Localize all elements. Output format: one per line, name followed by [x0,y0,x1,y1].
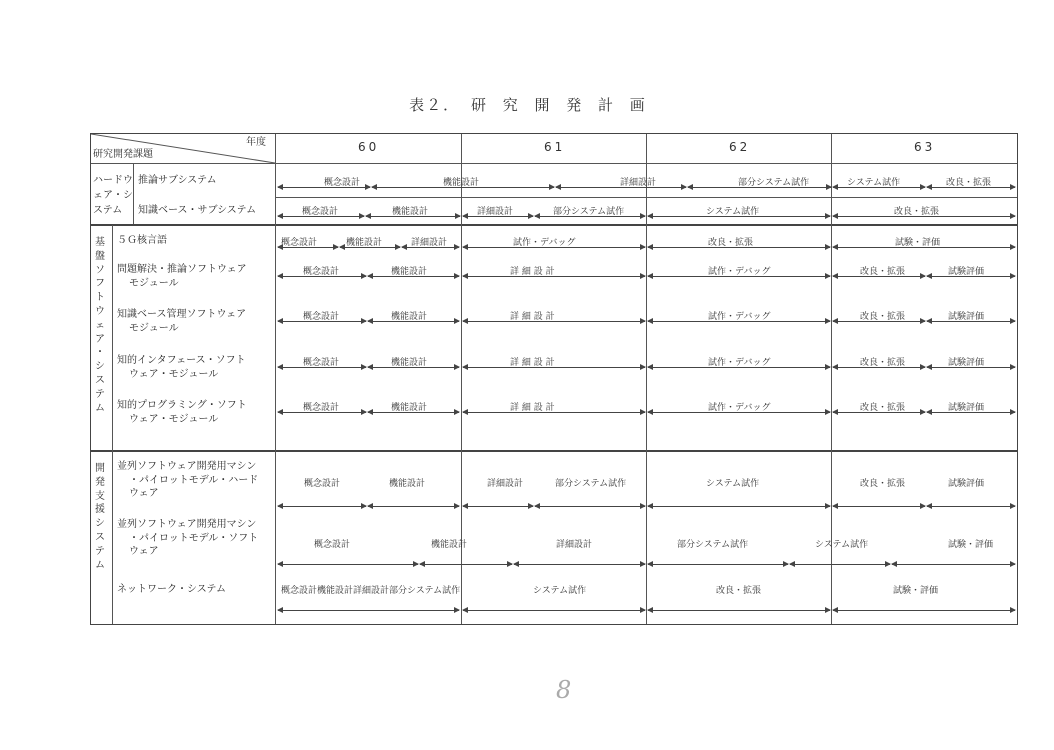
row-problem-solving: 問題解決・推論ソフトウェア モジュール [117,264,247,289]
phase-arrow [340,247,400,248]
row-pilot-software: 並列ソフトウェア開発用マシン ・パイロットモデル・ソフト ウェア [117,519,259,557]
phase-arrow [278,216,364,217]
col-divider-62 [646,134,647,624]
phase-label: 機能設計詳細設計部分システム試作 [317,586,461,596]
phase-arrow [463,412,645,413]
phase-label: 改良・拡張 [894,207,940,217]
row-intelligent-programming: 知的プログラミング・ソフト ウェア・モジュール [117,400,247,425]
phase-label: 改良・拡張 [860,403,906,413]
phase-label: 詳 細 設 計 [510,403,555,413]
phase-label: 試作・デバッグ [708,358,771,368]
phase-arrow [366,216,460,217]
dev-support-label: 開 発 支 援 シ ス テ ム [95,463,105,571]
phase-arrow [892,564,1015,565]
phase-arrow [833,321,925,322]
phase-label: 試験評価 [948,312,985,322]
phase-arrow [688,187,831,188]
phase-arrow [278,367,366,368]
phase-arrow [648,610,830,611]
phase-label: 詳細設計 [556,540,593,550]
phase-label: 試験評価 [948,267,985,277]
phase-arrow [833,216,1015,217]
row-knowledge-management: 知識ベース管理ソフトウェア モジュール [117,309,247,334]
phase-label: 概念設計 [303,267,340,277]
phase-label: 詳 細 設 計 [510,312,555,322]
phase-label: 部分システム試作 [553,207,625,217]
topic-label: 研究開発課題 [93,149,153,160]
row-network-system: ネットワーク・システム [117,584,226,595]
phase-arrow [368,367,459,368]
phase-arrow [420,564,512,565]
phase-arrow [372,187,554,188]
phase-label: 詳細設計 [477,207,514,217]
phase-arrow [368,276,459,277]
phase-arrow [927,187,1015,188]
phase-label: 概念設計 [281,238,318,248]
phase-arrow [648,367,830,368]
phase-label: 概念設計 [304,479,341,489]
phase-label: 部分システム試作 [555,479,627,489]
phase-arrow [368,506,459,507]
phase-arrow [648,321,830,322]
phase-arrow [927,367,1015,368]
phase-arrow [648,506,830,507]
phase-label: 機能設計 [346,238,383,248]
phase-label: 機能設計 [391,312,428,322]
phase-label: 改良・拡張 [860,479,906,489]
phase-arrow [927,506,1015,507]
phase-arrow [927,276,1015,277]
phase-arrow [463,276,645,277]
row-intelligent-interface: 知的インタフェース・ソフト ウェア・モジュール [117,355,246,380]
phase-arrow [833,506,925,507]
row-inference-subsystem: 推論サブシステム [138,175,217,186]
phase-label: 概念設計 [303,403,340,413]
phase-arrow [833,412,925,413]
phase-arrow [368,412,459,413]
phase-arrow [927,412,1015,413]
phase-label: 概念設計 [302,207,339,217]
phase-label: 試作・デバッグ [708,403,771,413]
phase-label: 改良・拡張 [946,178,992,188]
phase-label: 試験・評価 [893,586,939,596]
page-number: 8 [556,676,572,704]
phase-label: 機能設計 [391,403,428,413]
phase-arrow [278,247,338,248]
phase-label: 試作・デバッグ [513,238,576,248]
phase-arrow [402,247,459,248]
phase-arrow [463,247,645,248]
basic-software-label: 基 盤 ソ フ ト ウ ェ ア ・ シ ス テ ム [95,237,105,414]
phase-label: 試作・デバッグ [708,267,771,277]
phase-arrow [833,610,1015,611]
table-title: 研 究 開 発 計 画 [470,96,651,114]
phase-arrow [556,187,686,188]
phase-label: 改良・拡張 [860,312,906,322]
phase-arrow [535,216,645,217]
hardware-label-line2: ェア・シ [93,190,133,201]
phase-arrow [463,506,533,507]
phase-arrow [278,321,366,322]
phase-label: 概念設計 [303,358,340,368]
phase-arrow [535,506,645,507]
section-divider-basic [91,450,1017,452]
phase-arrow [278,506,366,507]
col-divider-61 [461,134,462,624]
phase-label: 試験・評価 [895,238,941,248]
year-63: 63 [914,140,936,154]
year-60: 60 [358,140,380,154]
phase-label: システム試作 [706,207,760,217]
hardware-label-line3: ステム [93,205,123,216]
phase-label: 試験評価 [948,403,985,413]
phase-label: 試験・評価 [948,540,994,550]
phase-arrow [790,564,890,565]
phase-label: システム試作 [533,586,587,596]
phase-label: システム試作 [847,178,901,188]
phase-label: システム試作 [815,540,869,550]
hardware-label-line1: ハードウ [93,175,133,186]
table-number: 表２． [409,96,461,114]
phase-arrow [927,321,1015,322]
phase-arrow [278,412,366,413]
phase-arrow [648,564,788,565]
phase-label: 詳細設計 [487,479,524,489]
phase-label: 詳 細 設 計 [510,358,555,368]
phase-arrow [514,564,645,565]
phase-label: 部分システム試作 [677,540,749,550]
phase-arrow [463,610,645,611]
row-pilot-hardware: 並列ソフトウェア開発用マシン ・パイロットモデル・ハード ウェア [117,461,259,499]
phase-label: 機能設計 [389,479,426,489]
phase-label: 改良・拡張 [860,358,906,368]
phase-label: 概念設計 [303,312,340,322]
row-knowledge-subsystem: 知識ベース・サブシステム [138,205,257,216]
phase-arrow [278,610,459,611]
phase-label: 概念設計 [314,540,351,550]
year-61: 61 [544,140,566,154]
phase-arrow [463,321,645,322]
phase-label: 機能設計 [391,358,428,368]
phase-arrow [833,187,925,188]
phase-label: 試験評価 [948,479,985,489]
phase-label: 試験評価 [948,358,985,368]
phase-arrow [833,247,1015,248]
phase-arrow [648,276,830,277]
phase-label: システム試作 [706,479,760,489]
phase-label: 改良・拡張 [708,238,754,248]
phase-arrow [278,564,418,565]
phase-arrow [368,321,459,322]
phase-label: 概念設計 [324,178,361,188]
phase-arrow [648,216,830,217]
col-divider-topic [275,134,276,624]
phase-label: 機能設計 [392,207,429,217]
phase-label: 改良・拡張 [860,267,906,277]
col-divider-63 [831,134,832,624]
phase-label: 機能設計 [431,540,468,550]
phase-label: 機能設計 [443,178,480,188]
phase-arrow [463,367,645,368]
phase-label: 改良・拡張 [716,586,762,596]
phase-label: 詳 細 設 計 [510,267,555,277]
phase-arrow [648,247,830,248]
hardware-label-divider [133,164,134,224]
phase-label: 詳細設計 [411,238,448,248]
phase-arrow [463,216,533,217]
phase-label: 試作・デバッグ [708,312,771,322]
year-label: 年度 [246,137,266,148]
phase-arrow [833,276,925,277]
phase-label: 詳細設計 [620,178,657,188]
section-divider-hardware [91,224,1017,226]
year-62: 62 [729,140,751,154]
phase-label: 部分システム試作 [738,178,810,188]
phase-arrow [278,187,370,188]
phase-arrow [648,412,830,413]
row-5g-kernel: ５Ｇ核言語 [117,235,167,246]
section-label-divider [112,225,113,624]
phase-label: 機能設計 [391,267,428,277]
phase-arrow [833,367,925,368]
document-title [300,94,760,115]
phase-label: 概念設計 [281,586,318,596]
phase-arrow [278,276,366,277]
